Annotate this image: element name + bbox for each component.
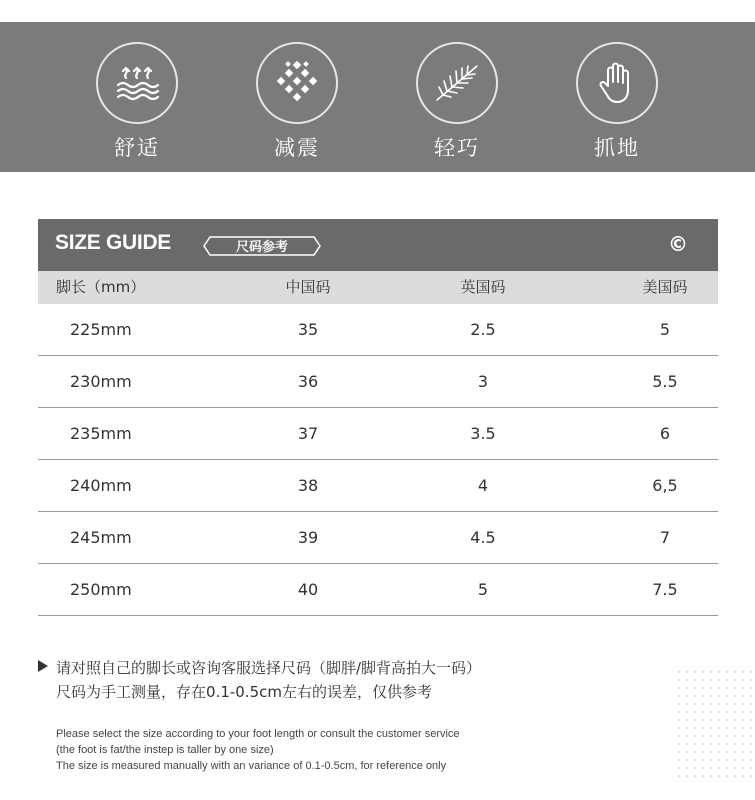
triangle-arrow-icon	[38, 660, 48, 672]
note-cn	[38, 656, 558, 704]
note-en-line1: Please select the size according to your foot length or consult the customer service	[56, 728, 460, 740]
cell-foot-length: 225mm	[70, 320, 132, 339]
table-row	[38, 564, 718, 616]
size-guide-table	[38, 219, 718, 616]
table-row	[38, 460, 718, 512]
feature-label: 减震	[274, 136, 320, 160]
decorative-dot-pattern	[675, 668, 755, 778]
feature-comfort	[92, 42, 182, 162]
cell-us-size: 6	[659, 424, 671, 443]
cell-cn-size: 40	[297, 580, 319, 599]
column-header-us-size: 美国码	[642, 278, 688, 296]
cell-us-size: 5	[659, 320, 671, 339]
column-header-foot-length: 脚长（mm）	[56, 278, 146, 296]
cell-cn-size: 37	[297, 424, 319, 443]
cell-uk-size: 2.5	[470, 320, 496, 339]
cell-foot-length: 245mm	[70, 528, 132, 547]
size-guide-title: SIZE GUIDE	[55, 231, 172, 254]
copyright-icon: ©	[668, 232, 688, 256]
note-en-line3: The size is measured manually with an variance of 0.1-0.5cm, for reference only	[56, 760, 447, 772]
cell-uk-size: 3.5	[470, 424, 496, 443]
cell-foot-length: 235mm	[70, 424, 132, 443]
cell-cn-size: 38	[297, 476, 319, 495]
size-reference-badge	[202, 235, 322, 255]
cell-uk-size: 3	[477, 372, 489, 391]
size-guide-header	[38, 219, 718, 271]
cell-uk-size: 5	[477, 580, 489, 599]
feature-lightweight	[412, 42, 502, 162]
feature-grip	[572, 42, 662, 162]
cell-uk-size: 4.5	[470, 528, 496, 547]
size-notes	[38, 656, 558, 774]
table-row	[38, 408, 718, 460]
hand-icon	[576, 42, 658, 124]
cell-foot-length: 240mm	[70, 476, 132, 495]
table-row	[38, 356, 718, 408]
cell-us-size: 5.5	[652, 372, 678, 391]
feature-label: 舒适	[114, 136, 160, 160]
column-header-row	[38, 271, 718, 304]
cell-cn-size: 39	[297, 528, 319, 547]
feature-label: 轻巧	[434, 136, 480, 160]
cell-us-size: 6,5	[652, 476, 678, 495]
cell-cn-size: 36	[297, 372, 319, 391]
diamond-grid-icon	[256, 42, 338, 124]
cell-cn-size: 35	[297, 320, 319, 339]
note-en-line2: (the foot is fat/the instep is taller by one size)	[56, 744, 274, 756]
table-row	[38, 304, 718, 356]
size-reference-label: 尺码参考	[235, 240, 288, 255]
cell-foot-length: 230mm	[70, 372, 132, 391]
column-header-cn-size: 中国码	[285, 278, 331, 296]
feather-leaf-icon	[416, 42, 498, 124]
feature-shock-absorb	[252, 42, 342, 162]
note-cn-line2: 尺码为手工测量，存在0.1-0.5cm左右的误差，仅供参考	[56, 683, 432, 701]
cell-foot-length: 250mm	[70, 580, 132, 599]
column-header-uk-size: 英国码	[460, 278, 506, 296]
cell-uk-size: 4	[477, 476, 489, 495]
table-row	[38, 512, 718, 564]
heat-waves-icon	[96, 42, 178, 124]
cell-us-size: 7	[659, 528, 671, 547]
note-en	[38, 726, 558, 774]
feature-band	[0, 22, 755, 172]
note-cn-line1: 请对照自己的脚长或咨询客服选择尺码（脚胖/脚背高拍大一码）	[56, 659, 482, 677]
cell-us-size: 7.5	[652, 580, 678, 599]
feature-label: 抓地	[594, 136, 640, 160]
